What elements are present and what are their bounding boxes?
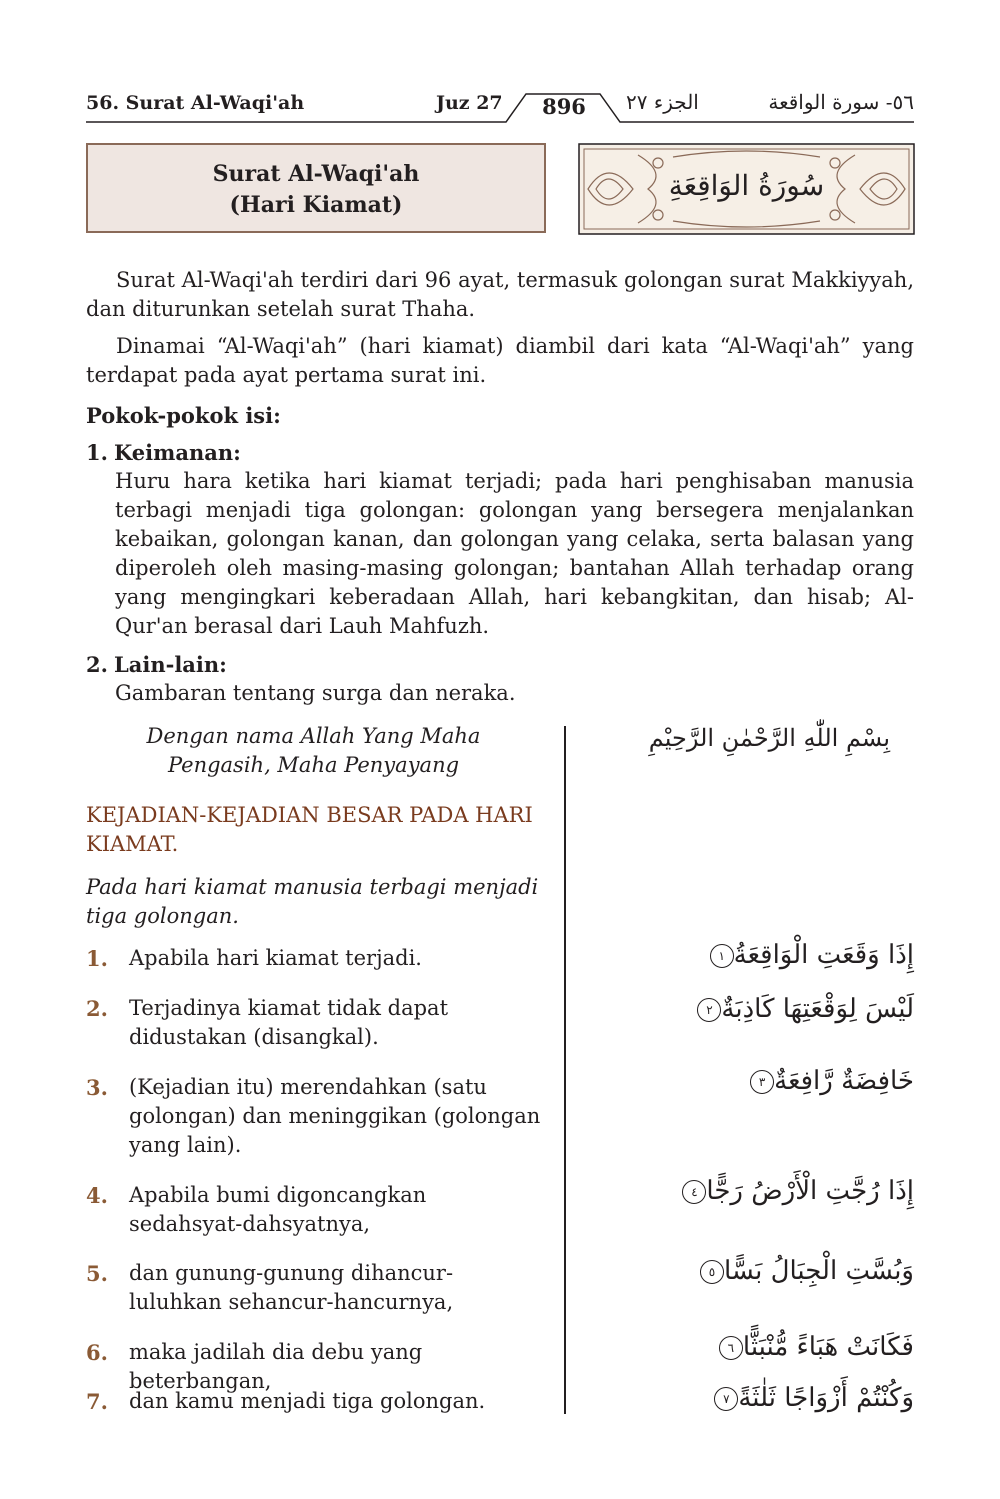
verse-end-mark-icon: ٤	[682, 1180, 706, 1204]
intro-section	[86, 266, 914, 708]
pokok-item-title: Keimanan:	[114, 440, 241, 465]
verse-translation: (Kejadian itu) merendahkan (satu golongan) dan meninggikan (golongan yang lain).	[129, 1075, 541, 1157]
bismillah-translation: Dengan nama Allah Yang Maha Pengasih, Maha Penyayang	[146, 724, 481, 777]
surah-title-box	[86, 143, 546, 233]
verse-end-mark-icon: ٦	[719, 1336, 743, 1360]
column-divider	[564, 726, 566, 1414]
verse-end-mark-icon: ١	[710, 944, 734, 968]
arabic-surah-title: سُورَةُ الوَاقِعَةِ	[668, 169, 825, 202]
verse-translation: dan gunung-gunung dihancur-luluhkan sehancur-hancurnya,	[129, 1261, 454, 1314]
verse-end-mark-icon: ٧	[714, 1387, 738, 1411]
verse-arabic	[584, 1176, 914, 1206]
verse-number: 7.	[86, 1389, 108, 1414]
verse-end-mark-icon: ٥	[700, 1260, 724, 1284]
page-number: 896	[542, 94, 586, 119]
verse-translation: maka jadilah dia debu yang beterbangan,	[129, 1340, 423, 1393]
intro-paragraph-1: Surat Al-Waqi'ah terdiri dari 96 ayat, termasuk golongan surat Makkiyyah, dan diturunkan setelah surat Thaha.	[86, 268, 914, 321]
pokok-item-1	[86, 438, 914, 641]
surah-subtitle: (Hari Kiamat)	[229, 192, 403, 218]
intro-paragraph-2: Dinamai “Al-Waqi'ah” (hari kiamat) diambil dari kata “Al-Waqi'ah” yang terdapat pada ayat pertama surat ini.	[86, 334, 914, 387]
verse-arabic	[584, 994, 914, 1024]
verse-arabic	[584, 1383, 914, 1413]
surah-title: Surat Al-Waqi'ah	[212, 161, 420, 187]
pokok-heading: Pokok-pokok isi:	[86, 403, 281, 428]
verse-arabic-text: إِذَا وَقَعَتِ الْوَاقِعَةُ	[733, 940, 914, 970]
header-surah-arabic: ٥٦- سورة الواقعة	[768, 90, 914, 114]
verse-arabic-text: وَكُنْتُمْ أَزْوَاجًا ثَلٰثَةً	[738, 1383, 914, 1413]
verse-number: 4.	[86, 1183, 108, 1208]
verse-arabic	[584, 940, 914, 970]
verse-translation: Apabila bumi digoncangkan sedahsyat-dahsyatnya,	[129, 1183, 427, 1236]
pokok-item-number: 1.	[86, 440, 108, 465]
verse-number: 6.	[86, 1340, 108, 1365]
verse-number: 5.	[86, 1261, 108, 1286]
section-subheading: Pada hari kiamat manusia terbagi menjadi tiga golongan.	[86, 875, 539, 928]
pokok-item-number: 2.	[86, 652, 108, 677]
verse-arabic-text: فَكَانَتْ هَبَاءً مُّنْبَثًّا	[742, 1332, 914, 1362]
verse-number: 1.	[86, 946, 108, 971]
bismillah-arabic: بِسْمِ اللّٰهِ الرَّحْمٰنِ الرَّحِيْمِ	[648, 724, 890, 752]
verse-arabic-text: لَيْسَ لِوَقْعَتِهَا كَاذِبَةٌ	[721, 994, 914, 1024]
header-surah-title: 56. Surat Al-Waqi'ah	[86, 92, 305, 114]
verse-end-mark-icon: ٢	[697, 998, 721, 1022]
section-heading: KEJADIAN-KEJADIAN BESAR PADA HARI KIAMAT.	[86, 803, 533, 856]
pokok-item-text: Gambaran tentang surga dan neraka.	[115, 681, 516, 705]
verse-translation: Terjadinya kiamat tidak dapat didustakan (disangkal).	[129, 996, 449, 1049]
page-header	[86, 88, 914, 128]
verse-translation: dan kamu menjadi tiga golongan.	[129, 1389, 486, 1413]
verse-end-mark-icon: ٣	[750, 1070, 774, 1094]
verse-arabic-text: إِذَا رُجَّتِ الْأَرْضُ رَجًّا	[706, 1176, 914, 1206]
pokok-item-title: Lain-lain:	[114, 652, 227, 677]
verse-number: 2.	[86, 996, 108, 1021]
verse-number: 3.	[86, 1075, 108, 1100]
pokok-item-text: Huru hara ketika hari kiamat terjadi; pada hari penghisaban manusia terbagi menjadi tiga golongan: golongan yang bersegera menjalankan kebaikan, golongan kanan, dan golongan yang celaka, serta balasan yang diperoleh oleh masing-masing golongan; bantahan Allah terhadap orang yang mengingkari keberadaan Allah, hari kebangkitan, dan hisab; Al-Qur'an berasal dari Lauh Mahfuzh.	[115, 469, 914, 638]
verse-arabic	[584, 1332, 914, 1362]
verse-translation: Apabila hari kiamat terjadi.	[129, 946, 422, 970]
verse-arabic-text: وَبُسَّتِ الْجِبَالُ بَسًّا	[724, 1256, 914, 1286]
verse-arabic	[584, 1256, 914, 1286]
pokok-item-2	[86, 650, 914, 708]
header-juz-arabic: الجزء ٢٧	[626, 90, 699, 114]
verse-arabic-text: خَافِضَةٌ رَّافِعَةٌ	[774, 1066, 914, 1096]
arabic-title-ornament	[578, 143, 915, 235]
verse-arabic	[584, 1066, 914, 1096]
header-juz: Juz 27	[436, 92, 503, 114]
